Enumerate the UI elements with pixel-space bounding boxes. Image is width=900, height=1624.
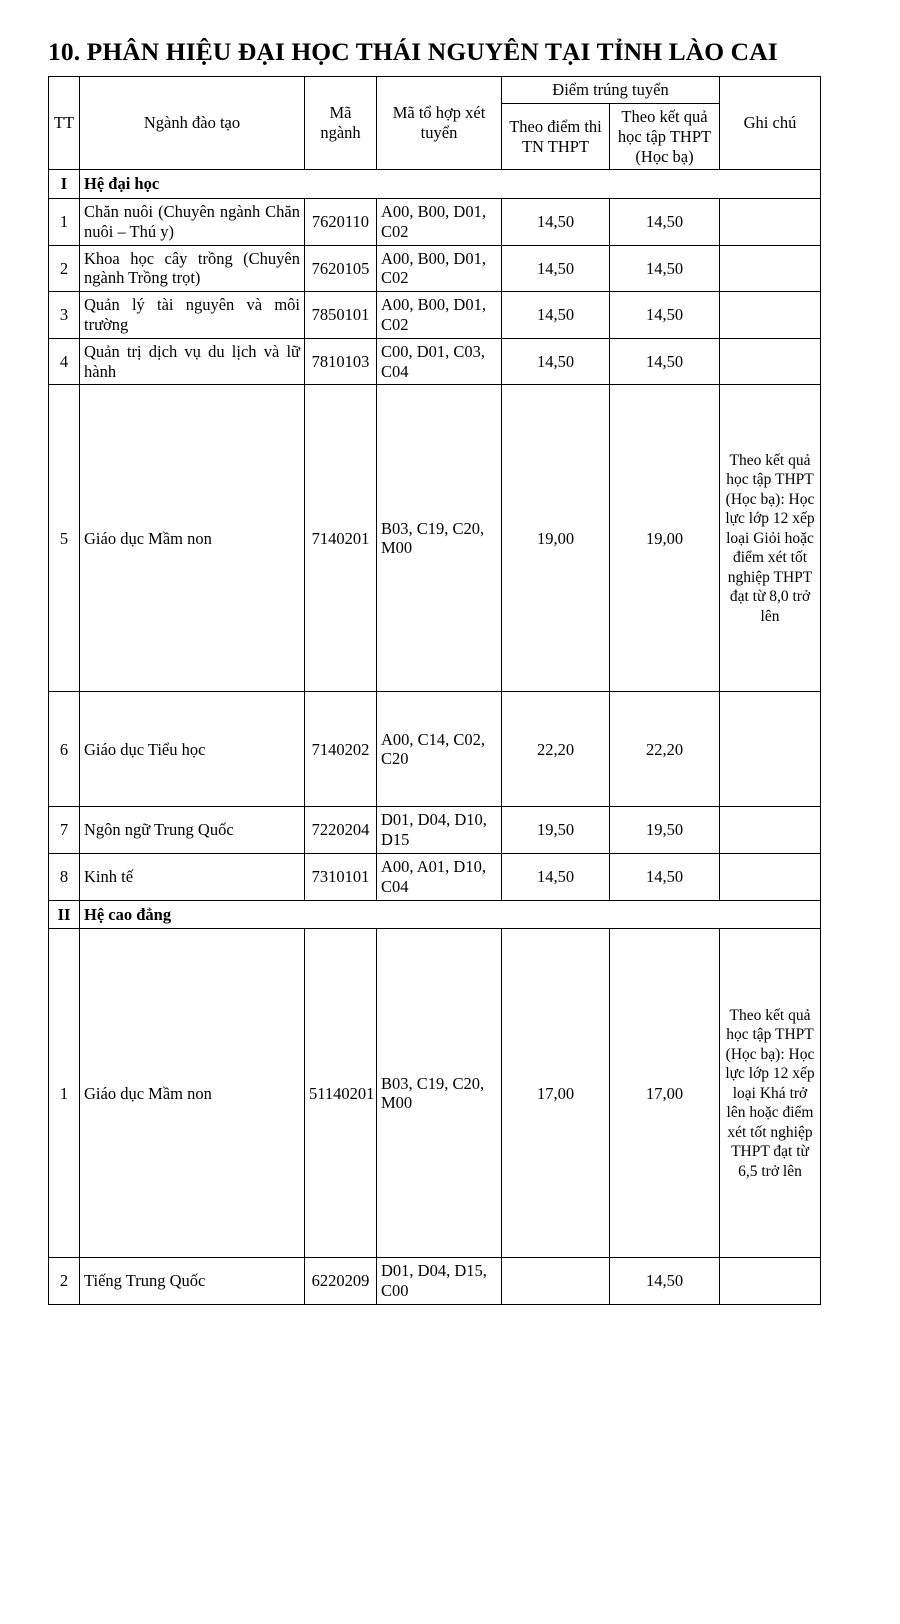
cell-tt: 2 xyxy=(49,1258,80,1305)
column-header-major-name: Ngành đào tạo xyxy=(80,77,305,170)
column-header-major-code: Mã ngành xyxy=(305,77,377,170)
section-row-he-cao-dang xyxy=(49,900,821,929)
table-row xyxy=(49,1258,821,1305)
cell-major-code: 51140201 xyxy=(305,929,377,1258)
admissions-table xyxy=(48,76,821,1305)
cell-major-name: Quản lý tài nguyên và môi trường xyxy=(80,292,305,339)
column-header-score-group: Điểm trúng tuyển xyxy=(502,77,720,104)
table-row xyxy=(49,199,821,246)
cell-score-exam: 14,50 xyxy=(502,854,610,901)
table-row xyxy=(49,692,821,807)
cell-combination-code: B03, C19, C20, M00 xyxy=(377,929,502,1258)
cell-score-exam: 14,50 xyxy=(502,292,610,339)
cell-combination-code: B03, C19, C20, M00 xyxy=(377,385,502,692)
cell-major-code: 7810103 xyxy=(305,338,377,385)
page-title: 10. PHÂN HIỆU ĐẠI HỌC THÁI NGUYÊN TẠI TỈNH LÀO CAI xyxy=(48,37,778,66)
cell-score-exam: 19,00 xyxy=(502,385,610,692)
cell-major-code: 7220204 xyxy=(305,807,377,854)
column-header-score-transcript: Theo kết quả học tập THPT (Học bạ) xyxy=(610,103,720,169)
cell-major-code: 7140202 xyxy=(305,692,377,807)
column-header-combination-code: Mã tổ hợp xét tuyển xyxy=(377,77,502,170)
cell-score-exam: 19,50 xyxy=(502,807,610,854)
header-row-primary xyxy=(49,77,821,104)
cell-major-name: Khoa học cây trồng (Chuyên ngành Trồng trọt) xyxy=(80,245,305,292)
cell-combination-code: C00, D01, C03, C04 xyxy=(377,338,502,385)
table-row xyxy=(49,929,821,1258)
table-row xyxy=(49,245,821,292)
cell-score-exam: 14,50 xyxy=(502,245,610,292)
cell-score-transcript: 14,50 xyxy=(610,854,720,901)
cell-score-transcript: 17,00 xyxy=(610,929,720,1258)
cell-note xyxy=(720,854,821,901)
cell-note xyxy=(720,338,821,385)
cell-score-exam: 14,50 xyxy=(502,338,610,385)
cell-major-name: Tiếng Trung Quốc xyxy=(80,1258,305,1305)
table-row xyxy=(49,338,821,385)
table-row xyxy=(49,854,821,901)
cell-note xyxy=(720,245,821,292)
cell-score-exam: 17,00 xyxy=(502,929,610,1258)
cell-major-name: Kinh tế xyxy=(80,854,305,901)
cell-combination-code: D01, D04, D10, D15 xyxy=(377,807,502,854)
cell-score-transcript: 19,00 xyxy=(610,385,720,692)
cell-note: Theo kết quả học tập THPT (Học bạ): Học lực lớp 12 xếp loại Giỏi hoặc điểm xét tốt nghiệp THPT đạt từ 8,0 trở lên xyxy=(720,385,821,692)
cell-score-transcript: 19,50 xyxy=(610,807,720,854)
cell-major-name: Quản trị dịch vụ du lịch và lữ hành xyxy=(80,338,305,385)
cell-tt: 1 xyxy=(49,929,80,1258)
cell-major-name: Ngôn ngữ Trung Quốc xyxy=(80,807,305,854)
cell-score-exam xyxy=(502,1258,610,1305)
cell-note xyxy=(720,1258,821,1305)
cell-score-transcript: 14,50 xyxy=(610,292,720,339)
cell-major-code: 7310101 xyxy=(305,854,377,901)
cell-score-exam: 22,20 xyxy=(502,692,610,807)
table-header xyxy=(49,77,821,170)
cell-note xyxy=(720,692,821,807)
cell-major-code: 7620105 xyxy=(305,245,377,292)
cell-tt: 6 xyxy=(49,692,80,807)
cell-tt: 5 xyxy=(49,385,80,692)
cell-note: Theo kết quả học tập THPT (Học bạ): Học lực lớp 12 xếp loại Khá trở lên hoặc điểm xét tốt nghiệp THPT đạt từ 6,5 trở lên xyxy=(720,929,821,1258)
table-row xyxy=(49,385,821,692)
cell-score-transcript: 14,50 xyxy=(610,199,720,246)
cell-note xyxy=(720,292,821,339)
cell-combination-code: A00, B00, D01, C02 xyxy=(377,292,502,339)
column-header-tt: TT xyxy=(49,77,80,170)
section-numeral: II xyxy=(49,900,80,929)
cell-score-transcript: 22,20 xyxy=(610,692,720,807)
cell-major-code: 7620110 xyxy=(305,199,377,246)
cell-tt: 8 xyxy=(49,854,80,901)
cell-major-name: Giáo dục Mầm non xyxy=(80,929,305,1258)
cell-combination-code: A00, B00, D01, C02 xyxy=(377,245,502,292)
cell-major-name: Chăn nuôi (Chuyên ngành Chăn nuôi – Thú y) xyxy=(80,199,305,246)
cell-tt: 2 xyxy=(49,245,80,292)
section-label: Hệ cao đẳng xyxy=(80,900,821,929)
cell-combination-code: A00, A01, D10, C04 xyxy=(377,854,502,901)
table-body xyxy=(49,170,821,1305)
cell-combination-code: A00, B00, D01, C02 xyxy=(377,199,502,246)
cell-major-name: Giáo dục Tiểu học xyxy=(80,692,305,807)
section-row-he-dai-hoc xyxy=(49,170,821,199)
section-label: Hệ đại học xyxy=(80,170,821,199)
cell-score-transcript: 14,50 xyxy=(610,245,720,292)
column-header-note: Ghi chú xyxy=(720,77,821,170)
table-row xyxy=(49,292,821,339)
cell-major-name: Giáo dục Mầm non xyxy=(80,385,305,692)
cell-score-transcript: 14,50 xyxy=(610,338,720,385)
section-numeral: I xyxy=(49,170,80,199)
cell-note xyxy=(720,199,821,246)
cell-score-transcript: 14,50 xyxy=(610,1258,720,1305)
cell-tt: 7 xyxy=(49,807,80,854)
cell-score-exam: 14,50 xyxy=(502,199,610,246)
cell-major-code: 7140201 xyxy=(305,385,377,692)
cell-major-code: 7850101 xyxy=(305,292,377,339)
cell-tt: 3 xyxy=(49,292,80,339)
cell-tt: 4 xyxy=(49,338,80,385)
column-header-score-exam: Theo điểm thi TN THPT xyxy=(502,103,610,169)
cell-combination-code: D01, D04, D15, C00 xyxy=(377,1258,502,1305)
cell-combination-code: A00, C14, C02, C20 xyxy=(377,692,502,807)
table-row xyxy=(49,807,821,854)
cell-major-code: 6220209 xyxy=(305,1258,377,1305)
cell-tt: 1 xyxy=(49,199,80,246)
cell-note xyxy=(720,807,821,854)
